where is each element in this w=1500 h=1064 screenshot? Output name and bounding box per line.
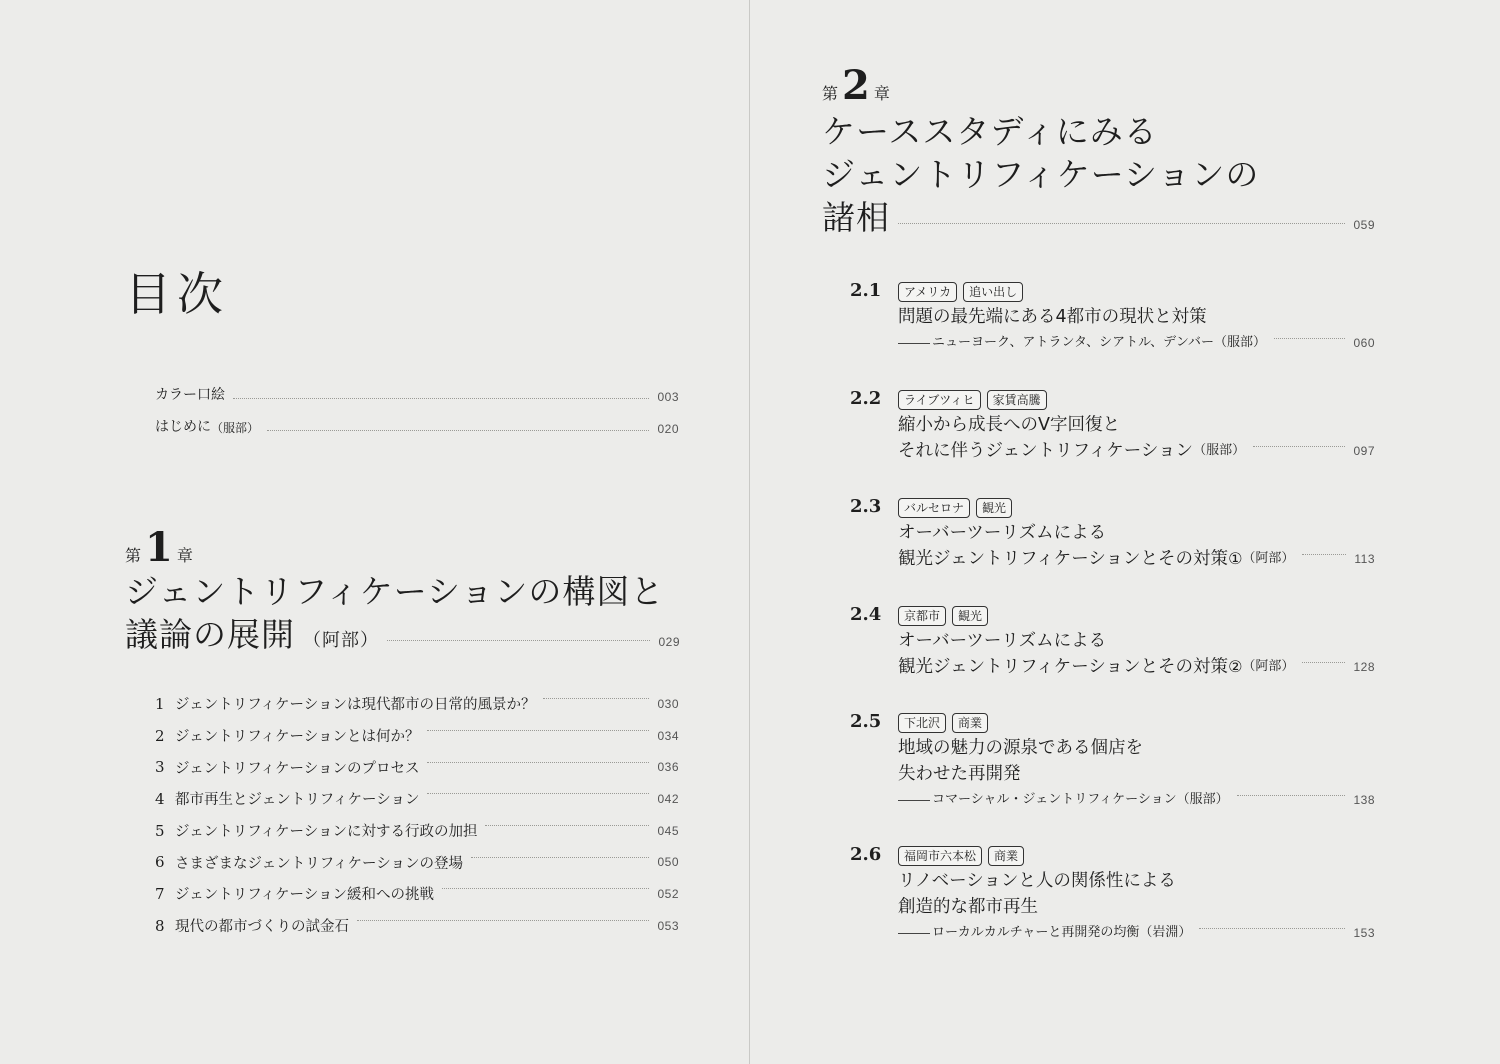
section-title: 失わせた再開発	[898, 764, 1021, 784]
section-number: 2.5	[850, 711, 882, 732]
page-number: 059	[1353, 218, 1375, 232]
part-mark: ①	[1228, 549, 1243, 568]
leader-dots	[1237, 795, 1346, 796]
section-body	[898, 604, 1375, 680]
page-number: 042	[657, 791, 679, 806]
page-number: 138	[1353, 793, 1375, 807]
topic-tag: 福岡市六本松	[898, 846, 982, 866]
section-title: ジェントリフィケーションとは何か？	[175, 729, 420, 746]
section-title: オーバーツーリズムによる	[898, 631, 1107, 651]
topic-tag: ライブツィヒ	[898, 390, 981, 410]
section-title-last-line	[898, 546, 1375, 572]
section-number: 8	[155, 916, 165, 935]
page-number: 113	[1354, 552, 1375, 566]
tag-list	[898, 280, 1375, 304]
toc-entry[interactable]	[155, 688, 679, 720]
chapter-1-sections	[155, 688, 679, 942]
section-title: 観光ジェントリフィケーションとその対策	[898, 549, 1229, 569]
part-mark: ②	[1228, 657, 1243, 676]
section-number: 4	[155, 789, 165, 808]
page-number: 053	[657, 918, 679, 933]
chapter-title-line	[125, 613, 680, 664]
leader-dots	[1199, 928, 1345, 929]
em-dash	[898, 933, 930, 934]
section-body	[898, 280, 1375, 354]
leader-dots	[427, 793, 649, 794]
chapter-2-title[interactable]	[822, 110, 1375, 247]
toc-entry[interactable]	[155, 751, 679, 783]
toc-entry[interactable]	[155, 878, 679, 910]
em-dash	[898, 800, 930, 801]
topic-tag: 商業	[988, 846, 1024, 866]
topic-tag: 京都市	[898, 606, 946, 626]
chapter-author: （阿部）	[303, 630, 379, 651]
section-number: 1	[155, 694, 165, 713]
page-number: 052	[657, 886, 679, 901]
section-subtitle	[898, 332, 1375, 354]
section-title: 現代の都市づくりの試金石	[175, 919, 349, 936]
topic-tag: 下北沢	[898, 713, 946, 733]
page-number: 030	[657, 696, 679, 711]
section-subtitle	[898, 922, 1375, 944]
entry-author: （服部）	[211, 421, 260, 435]
section-author: （服部）	[1176, 792, 1229, 807]
section-title: ジェントリフィケーション緩和への挑戦	[175, 887, 434, 904]
chapter-title-text: 諸相	[822, 198, 890, 237]
page-number: 003	[657, 390, 679, 404]
chapter-1-title[interactable]	[125, 570, 680, 664]
section-author: （阿部）	[1242, 551, 1295, 566]
section-body	[898, 711, 1375, 811]
toc-entry[interactable]	[155, 720, 679, 752]
section-title: 都市再生とジェントリフィケーション	[175, 792, 420, 809]
leader-dots	[1302, 662, 1345, 663]
section-subtitle	[898, 789, 1375, 811]
chapter-suffix: 章	[873, 84, 890, 103]
section-number: 2.6	[850, 844, 882, 865]
topic-tag: 観光	[952, 606, 988, 626]
section-title: 問題の最先端にある4都市の現状と対策	[898, 307, 1207, 327]
page-number: 045	[657, 823, 679, 838]
page-number: 153	[1353, 926, 1375, 940]
section-number: 2.1	[850, 280, 882, 301]
chapter-prefix: 第	[822, 84, 839, 103]
subtitle-text: ニューヨーク、アトランタ、シアトル、デンバー	[932, 335, 1214, 350]
leader-dots	[1253, 446, 1345, 447]
tag-list	[898, 711, 1375, 735]
topic-tag: アメリカ	[898, 282, 957, 302]
leader-dots	[485, 825, 649, 826]
section-title: 創造的な都市再生	[898, 897, 1038, 917]
section-title-last-line	[898, 438, 1375, 464]
tag-list	[898, 496, 1375, 520]
chapter-title-text: 議論の展開	[125, 615, 295, 654]
section-title: それに伴うジェントリフィケーション	[898, 441, 1194, 461]
subtitle-text: コマーシャル・ジェントリフィケーション	[932, 792, 1177, 807]
section-title: 縮小から成長へのV字回復と	[898, 415, 1120, 435]
page-number: 020	[657, 422, 679, 436]
page-number: 029	[658, 635, 680, 649]
section-body	[898, 388, 1375, 464]
topic-tag: 観光	[976, 498, 1012, 518]
section-number: 2.4	[850, 604, 882, 625]
toc-entry[interactable]	[155, 846, 679, 878]
tag-list	[898, 388, 1375, 412]
section-body	[898, 844, 1375, 944]
entry-label: カラー口絵	[155, 387, 225, 403]
em-dash	[898, 343, 930, 344]
section-number: 6	[155, 853, 165, 872]
toc-entry[interactable]	[155, 815, 679, 847]
toc-entry[interactable]	[155, 783, 679, 815]
section-title: さまざまなジェントリフィケーションの登場	[175, 855, 463, 872]
toc-entry-introduction[interactable]	[155, 404, 679, 436]
section-title: 地域の魅力の源泉である個店を	[898, 738, 1143, 758]
chapter-title-line: ジェントリフィケーションの	[822, 155, 1260, 194]
page-number: 034	[657, 728, 679, 743]
chapter-1-label	[125, 524, 193, 571]
section-title: 観光ジェントリフィケーションとその対策	[898, 657, 1229, 677]
chapter-2-label	[822, 62, 890, 109]
leader-dots	[543, 698, 649, 699]
page-number: 128	[1353, 660, 1375, 674]
page-number: 060	[1353, 336, 1375, 350]
leader-dots	[387, 640, 650, 641]
section-number: 2.2	[850, 388, 882, 409]
leader-dots	[427, 730, 649, 731]
section-number: 2	[155, 726, 165, 745]
chapter-title-line: ジェントリフィケーションの構図と	[125, 572, 665, 611]
page-number: 097	[1353, 444, 1375, 458]
chapter-prefix: 第	[125, 546, 142, 565]
section-title-last-line	[898, 654, 1375, 680]
leader-dots	[471, 857, 650, 858]
section-number: 3	[155, 758, 165, 777]
section-number: 5	[155, 821, 165, 840]
section-number: 2.3	[850, 496, 882, 517]
chapter-number: 2	[842, 62, 870, 109]
section-title: オーバーツーリズムによる	[898, 523, 1107, 543]
left-page	[0, 0, 749, 1064]
topic-tag: 商業	[952, 713, 988, 733]
section-title: ジェントリフィケーションのプロセス	[175, 760, 420, 777]
section-title: ジェントリフィケーションに対する行政の加担	[175, 824, 478, 841]
chapter-suffix: 章	[176, 546, 193, 565]
tag-list	[898, 844, 1375, 868]
toc-entry-color-plates[interactable]	[155, 372, 679, 404]
section-title: ジェントリフィケーションは現代都市の日常的風景か？	[175, 697, 536, 714]
front-matter-list	[155, 372, 679, 436]
section-number: 7	[155, 884, 165, 903]
chapter-title-line: ケーススタディにみる	[822, 112, 1158, 151]
page-number: 036	[657, 760, 679, 775]
leader-dots	[233, 398, 649, 399]
leader-dots	[357, 920, 649, 921]
leader-dots	[442, 888, 650, 889]
leader-dots	[1274, 338, 1345, 339]
section-body	[898, 496, 1375, 572]
entry-label: はじめに	[155, 419, 211, 435]
section-author: （岩淵）	[1139, 925, 1192, 940]
subtitle-text: ローカルカルチャーと再開発の均衡	[932, 925, 1140, 940]
leader-dots	[1302, 554, 1346, 555]
toc-entry[interactable]	[155, 910, 679, 942]
leader-dots	[267, 430, 649, 431]
tag-list	[898, 604, 1375, 628]
chapter-title-line	[822, 196, 1375, 247]
page-number: 050	[657, 855, 679, 870]
toc-title: 目次	[125, 267, 229, 321]
section-author: （服部）	[1213, 335, 1266, 350]
section-title: リノベーションと人の関係性による	[898, 871, 1176, 891]
topic-tag: 追い出し	[963, 282, 1023, 302]
leader-dots	[898, 223, 1345, 224]
leader-dots	[427, 762, 649, 763]
section-author: （服部）	[1193, 443, 1246, 458]
section-author: （阿部）	[1242, 659, 1295, 674]
topic-tag: バルセロナ	[898, 498, 970, 518]
chapter-number: 1	[145, 524, 173, 571]
topic-tag: 家賃高騰	[987, 390, 1047, 410]
